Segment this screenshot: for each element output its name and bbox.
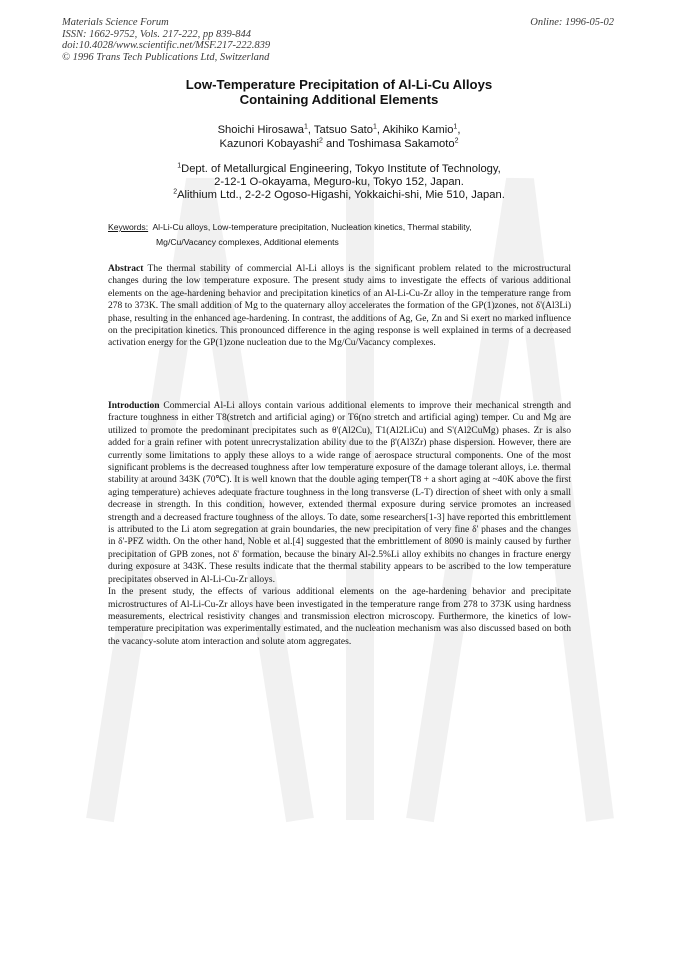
publication-header (62, 17, 270, 63)
author-name: Tatsuo Sato (313, 124, 374, 136)
title-line-1: Low-Temperature Precipitation of Al-Li-Cu Alloys (185, 77, 493, 92)
affiliation-line: 2-12-1 O-okayama, Meguro-ku, Tokyo 152, Japan. (214, 175, 464, 188)
author-name: Shoichi Hirosawa (217, 124, 304, 136)
affiliations: $^1$Dept. of Metallurgical Engineering, Tokyo Institute of Technology, 2-12-1 O-okayama, Meguro-ku, Tokyo 152, Japan. $^2$Alithium Ltd., 2-2-2 Ogoso-Higashi, Yokkaichi-shi, Mie 510, Japan. (0, 163, 678, 201)
copyright-line: © 1996 Trans Tech Publications Ltd, Switzerland (62, 51, 270, 63)
doi-line: doi:10.4028/www.scientific.net/MSF.217-222.839 (62, 40, 271, 51)
abstract-heading: Abstract (108, 264, 144, 274)
introduction-section (108, 400, 571, 648)
title-line-2: Containing Additional Elements (239, 91, 439, 107)
paper-title (0, 78, 678, 108)
issn-line: ISSN: 1662-9752, Vols. 217-222, pp 839-844 (62, 28, 251, 40)
author-list: Shoichi Hirosawa$^1$, Tatsuo Sato$^1$, Akihiko Kamio$^1$, Kazunori Kobayashi$^2$ and Toshimasa Sakamoto$^2$ (217, 123, 461, 150)
introduction-paragraph-2: In the present study, the effects of various additional elements on the age-hardening behavior and precipitate microstructures of Al-Li-Cu-Zr alloys have been investigated in the temperature range from 278 to 373K using hardness measurements, electrical resistivity changes and transmission electron microscopy. Furthermore, the kinetics of low-temperature precipitation was experimentally estimated, and the nucleation mechanism was also discussed based on both the vacancy-solute atom interaction and solute atom aggregates. (108, 587, 571, 647)
author-name: Kazunori Kobayashi (219, 137, 320, 150)
keywords-block (108, 220, 578, 249)
introduction-heading: Introduction (108, 401, 160, 411)
keywords-line-1: Al-Li-Cu alloys, Low-temperature precipitation, Nucleation kinetics, Thermal stability, (152, 222, 472, 232)
keywords-label: Keywords: (108, 222, 149, 232)
keywords-line-2: Mg/Cu/Vacancy complexes, Additional elements (156, 236, 339, 247)
abstract-body: The thermal stability of commercial Al-Li alloys is the significant problem related to the microstructural changes during the low temperature exposure. The present study aims to investigate the effects of various additional elements on the age-hardening behavior and precipitation kinetics of an Al-Li-Cu-Zr alloy in the temperature range from 278 to 373K. The small addition of Mg to the quaternary alloy accelerates the formation of the GP(1)zones, not δ'(Al3Li) phase, resulting in the enhanced age-hardening. In contrast, the additions of Ag, Ge, Zn and Si exert no marked influence on the precipitation kinetics. This pronounced difference in the aging response is well explained in terms of a decreased activation energy for the GP(1)zone nucleation due to the Mg/Cu/Vacancy complexes. (108, 264, 571, 349)
author-name: Toshimasa Sakamoto (347, 137, 455, 150)
journal-name: Materials Science Forum (62, 17, 169, 28)
online-date: Online: 1996-05-02 (530, 17, 614, 28)
author-name: Akihiko Kamio (382, 124, 454, 136)
affiliation-line: Dept. of Metallurgical Engineering, Tokyo Institute of Technology, (181, 163, 501, 175)
affiliation-line: Alithium Ltd., 2-2-2 Ogoso-Higashi, Yokkaichi-shi, Mie 510, Japan. (177, 188, 505, 201)
abstract-section (108, 263, 571, 350)
introduction-paragraph-1: Commercial Al-Li alloys contain various additional elements to improve their mechanical strength and fracture toughness in either T8(stretch and artificial aging) or T6(no stretch and artificial aging) temper. Cu and Mg are utilized to promote the predominant precipitates such as θ'(Al2Cu), T1(Al2LiCu) and S'(Al2CuMg) phases. Zr is also added for a grain refiner with potent unrecrystalization ability due to the β'(Al3Zr) phase dispersion. However, there are currently some limitations to apply these alloys to a wide range of aerospace structural components. One of the most significant problems is the decreased toughness after low temperature exposure of the damage tolerant alloys, i.e. thermal stability at around 343K (70℃). It is well known that the double aging temper(T8 + a short aging at ~40K above the first aging temperature) achieves adequate fracture toughness in the long transverse (L-T) direction of sheet with only a small decrease in strength. In this condition, however, extended thermal exposure during service promotes an increased strength and a decreased fracture toughness of the alloys. To date, some researchers[1-3] have reported this embrittlement is attributed to the Li atom segregation at grain boundaries, the new precipitation of very fine δ' phases and the changes in δ'-PFZ width. On the other hand, Noble et al.[4] suggested that the embrittlement of 8090 is mainly caused by further precipitation of GPB zones, not δ' formation, because the binary Al-2.5%Li alloy exhibits no changes in fracture energy during exposure at 343K. These results indicate that the thermal stability appears to be ascribed to the low temperature precipitates observed in Al-Li-Cu-Zr alloys. (108, 401, 571, 585)
